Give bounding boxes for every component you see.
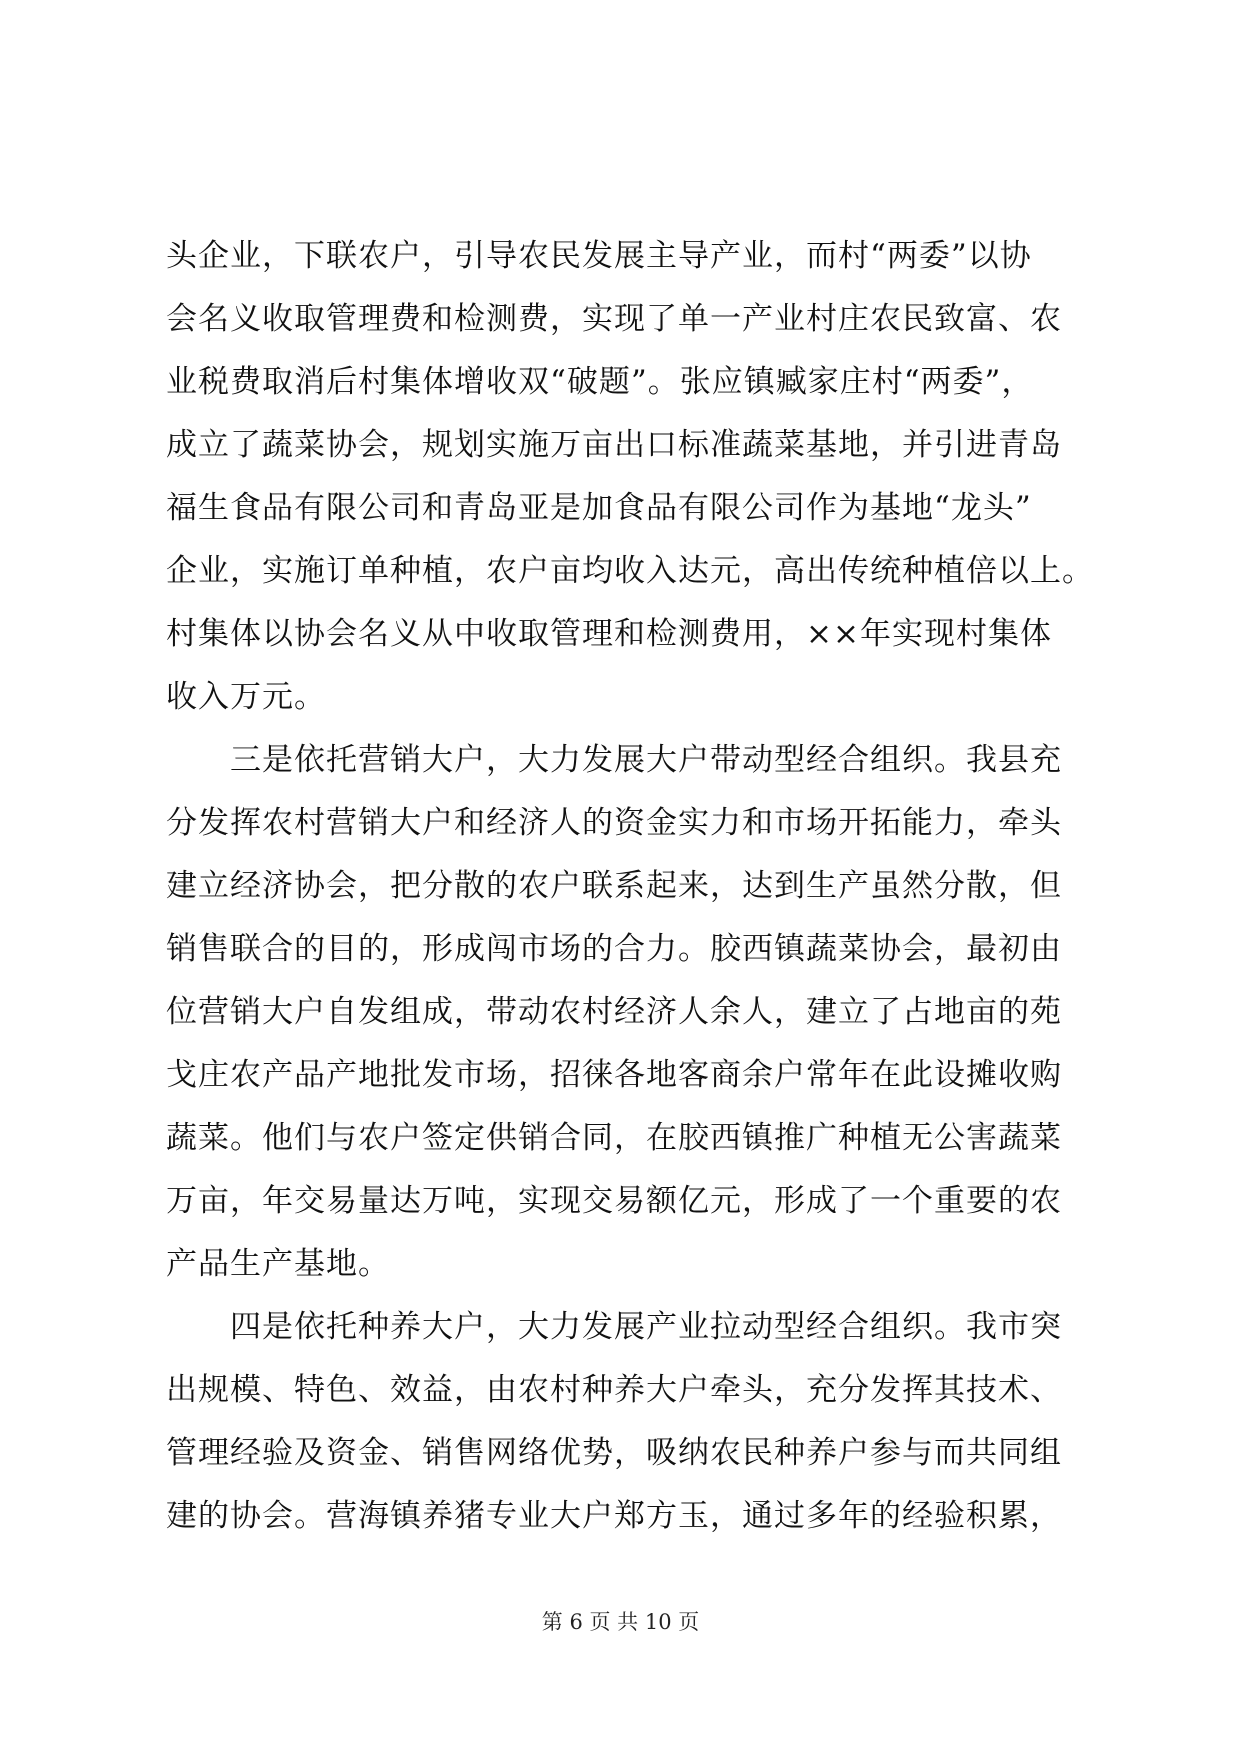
text-line: 村集体以协会名义从中收取管理和检测费用，××年实现村集体 — [166, 616, 1052, 652]
text-line: 建立经济协会，把分散的农户联系起来，达到生产虽然分散，但 — [166, 868, 1062, 904]
text-line: 戈庄农产品产地批发市场，招徕各地客商余户常年在此设摊收购 — [166, 1057, 1062, 1093]
text-line: 头企业，下联农户，引导农民发展主导产业，而村“两委”以协 — [166, 238, 1032, 274]
paragraph-start-line: 四是依托种养大户，大力发展产业拉动型经合组织。我市突 — [230, 1309, 1062, 1345]
body-text — [166, 225, 1094, 1548]
text-line: 业税费取消后村集体增收双“破题”。张应镇臧家庄村“两委”， — [166, 364, 1034, 400]
text-line: 蔬菜。他们与农户签定供销合同，在胶西镇推广种植无公害蔬菜 — [166, 1120, 1062, 1156]
text-line: 建的协会。营海镇养猪专业大户郑方玉，通过多年的经验积累， — [166, 1498, 1062, 1534]
text-line: 福生食品有限公司和青岛亚是加食品有限公司作为基地“龙头” — [166, 490, 1032, 526]
page-number-footer: 第 6 页 共 10 页 — [541, 1610, 700, 1634]
text-line: 出规模、特色、效益，由农村种养大户牵头，充分发挥其技术、 — [166, 1372, 1062, 1408]
text-line: 万亩，年交易量达万吨，实现交易额亿元，形成了一个重要的农 — [166, 1183, 1062, 1219]
paragraph-start-line: 三是依托营销大户，大力发展大户带动型经合组织。我县充 — [230, 742, 1062, 778]
text-line: 管理经验及资金、销售网络优势，吸纳农民种养户参与而共同组 — [166, 1435, 1062, 1471]
text-line: 收入万元。 — [166, 679, 326, 715]
text-line: 位营销大户自发组成，带动农村经济人余人，建立了占地亩的苑 — [166, 994, 1062, 1030]
text-line: 成立了蔬菜协会，规划实施万亩出口标准蔬菜基地，并引进青岛 — [166, 427, 1062, 463]
text-line: 分发挥农村营销大户和经济人的资金实力和市场开拓能力，牵头 — [166, 805, 1062, 841]
text-line: 产品生产基地。 — [166, 1246, 390, 1282]
text-line: 销售联合的目的，形成闯市场的合力。胶西镇蔬菜协会，最初由 — [166, 931, 1062, 967]
text-line: 会名义收取管理费和检测费，实现了单一产业村庄农民致富、农 — [166, 301, 1062, 337]
text-line: 企业，实施订单种植，农户亩均收入达元，高出传统种植倍以上。 — [166, 553, 1094, 589]
